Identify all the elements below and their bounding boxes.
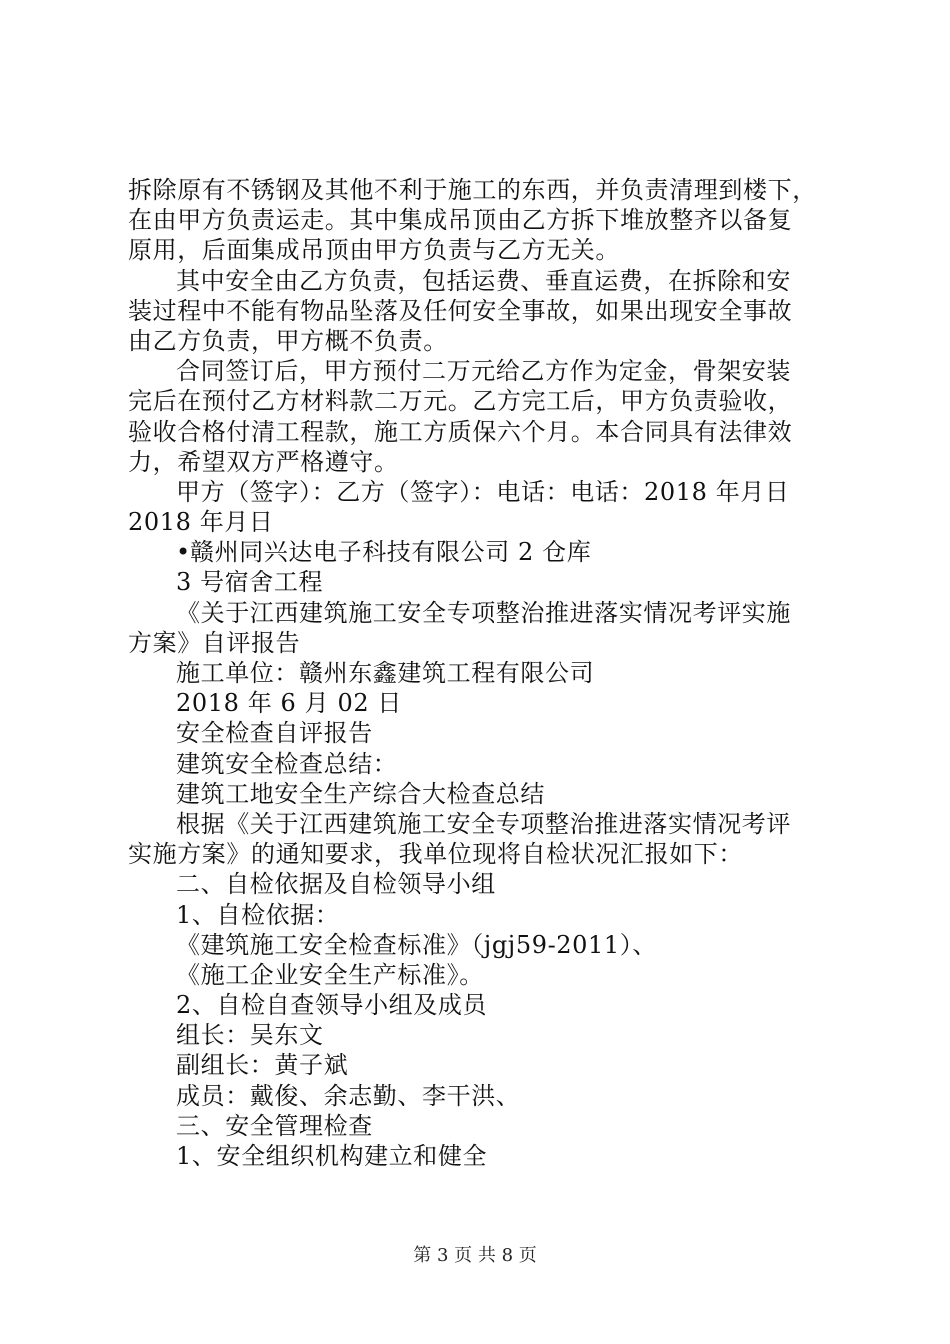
list-item: 副组长：黄子斌 <box>176 1051 349 1080</box>
signature-line: 甲方（签字）：乙方（签字）：电话：电话：2018 年月日 <box>176 477 790 506</box>
section-heading: 三、安全管理检查 <box>176 1111 373 1140</box>
list-item: 组长：吴东文 <box>176 1021 324 1050</box>
list-item: 2、自检自查领导小组及成员 <box>176 991 488 1020</box>
project-line: 3 号宿舍工程 <box>176 568 324 597</box>
body-line: 验收合格付清工程款，施工方质保六个月。本合同具有法律效 <box>128 417 793 446</box>
section-heading: 建筑工地安全生产综合大检查总结 <box>176 779 545 808</box>
body-line: 实施方案》的通知要求，我单位现将自检状况汇报如下： <box>128 840 743 869</box>
page-number-footer: 第 3 页 共 8 页 <box>413 1245 537 1266</box>
section-heading: 建筑安全检查总结： <box>176 749 398 778</box>
document-body <box>128 175 832 1171</box>
report-title-line: 《关于江西建筑施工安全专项整治推进落实情况考评实施 <box>176 598 791 627</box>
body-line: 由乙方负责，甲方概不负责。 <box>128 326 448 355</box>
section-heading: 二、自检依据及自检领导小组 <box>176 870 496 899</box>
body-line: 根据《关于江西建筑施工安全专项整治推进落实情况考评 <box>176 809 791 838</box>
body-line: 在由甲方负责运走。其中集成吊顶由乙方拆下堆放整齐以备复 <box>128 206 793 235</box>
body-line: 原用，后面集成吊顶由甲方负责与乙方无关。 <box>128 236 620 265</box>
section-heading: 安全检查自评报告 <box>176 719 373 748</box>
report-title-line: 方案》自评报告 <box>128 628 301 657</box>
body-line: 装过程中不能有物品坠落及任何安全事故，如果出现安全事故 <box>128 296 793 325</box>
company-line: • 赣州同兴达电子科技有限公司 2 仓库 <box>128 537 832 567</box>
body-line: 合同签订后，甲方预付二万元给乙方作为定金，骨架安装 <box>176 357 791 386</box>
list-item: 《建筑施工安全检查标准》（jgj59-2011）、 <box>176 930 657 959</box>
contractor-line: 施工单位：赣州东鑫建筑工程有限公司 <box>176 659 595 687</box>
body-line: 力，希望双方严格遵守。 <box>128 447 399 476</box>
date-line: 2018 年月日 <box>128 508 274 537</box>
list-item: 1、自检依据： <box>176 900 340 929</box>
body-line: 完后在预付乙方材料款二万元。乙方完工后，甲方负责验收， <box>128 387 793 416</box>
list-item: 《施工企业安全生产标准》。 <box>176 960 484 989</box>
list-item: 1、安全组织机构建立和健全 <box>176 1142 488 1170</box>
body-line: 拆除原有不锈钢及其他不利于施工的东西，并负责清理到楼下， <box>128 176 817 204</box>
body-line: 其中安全由乙方负责，包括运费、垂直运费，在拆除和安 <box>176 266 791 295</box>
date-line: 2018 年 6 月 02 日 <box>176 689 403 718</box>
list-item: 成员：戴俊、余志勤、李干洪、 <box>176 1081 521 1110</box>
